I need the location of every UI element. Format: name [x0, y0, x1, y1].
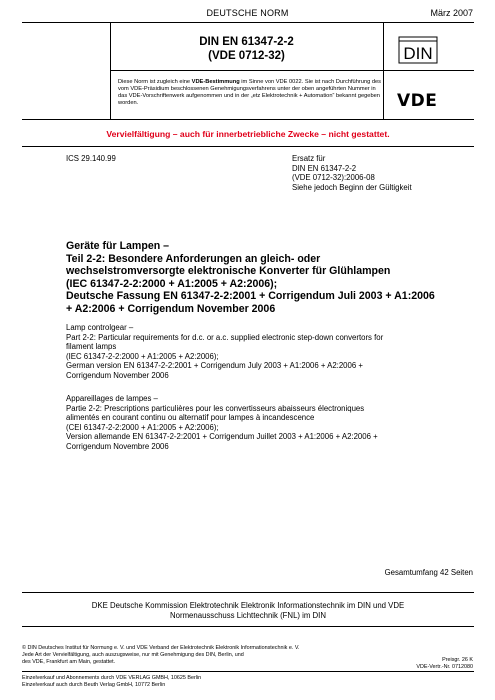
committee-line-1: DKE Deutsche Kommission Elektrotechnik Elektronik Informationstechnik im DIN und VDE: [91, 601, 405, 610]
warning-bottom-rule: [22, 146, 474, 147]
title-german-line: (IEC 61347-2-2:2000 + A1:2005 + A2:2006);: [66, 277, 278, 290]
price-info: [416, 657, 473, 671]
title-french-line: alimentés en courant continu ou alternatif pour lampes à incandescence: [66, 413, 315, 423]
title-french-line: (CEI 61347-2-2:2000 + A1:2005 + A2:2006);: [66, 422, 219, 432]
title-german-line: wechselstromversorgte elektronische Konverter für Glühlampen: [66, 265, 391, 278]
sales-line-2: Einzelverkauf auch durch Beuth Verlag GmbH, 10772 Berlin: [22, 682, 166, 688]
title-french-line: Partie 2-2: Prescriptions particulières pour les convertisseurs abaisseurs électroniques: [66, 403, 365, 413]
price-group: Preisgr. 26 K: [442, 657, 473, 663]
sales-line-1: Einzelverkauf und Abonnements durch VDE VERLAG GMBH, 10625 Berlin: [22, 675, 202, 681]
title-french-line: Appareillages de lampes –: [66, 394, 158, 403]
vde-notice: [118, 79, 386, 107]
replacement-info: [292, 154, 412, 192]
title-english-line: Lamp controlgear –: [66, 323, 134, 332]
title-english-line: German version EN 61347-2-2:2001 + Corrigendum July 2003 + A1:2006 + A2:2006 +: [66, 361, 363, 371]
title-german-line: + A2:2006 + Corrigendum November 2006: [66, 302, 276, 315]
replacement-line-4: Siehe jedoch Beginn der Gültigkeit: [292, 182, 412, 192]
title-french-line: Version allemande EN 61347-2-2:2001 + Corrigendum Juillet 2003 + A1:2006 + A2:2006 +: [66, 432, 378, 442]
copyright-notice: [22, 645, 362, 666]
vde-logo: VDE: [397, 91, 438, 111]
title-english-line: Part 2-2: Particular requirements for d.c. or a.c. supplied electronic step-down convertors for: [66, 332, 384, 342]
notice-top-rule: [110, 70, 474, 71]
publication-date: März 2007: [430, 8, 473, 18]
vde-notice-prefix: Diese Norm ist zugleich eine: [118, 79, 192, 85]
committee: [22, 601, 474, 620]
replacement-line-1: Ersatz für: [292, 154, 326, 163]
copyright-line: © DIN Deutsches Institut für Normung e. V. und VDE Verband der Elektrotechnik Elektronik Informationstechnik e. V.: [22, 645, 300, 651]
vde-number: (VDE 0712-32): [208, 50, 285, 62]
title-english-line: Corrigendum November 2006: [66, 370, 169, 380]
vde-order-number: VDE-Vertr.-Nr. 0712080: [416, 664, 473, 670]
vde-notice-rest: im Sinne von VDE 0022. Sie ist nach Durchführung des vom VDE-Präsidium beschlossenen Genehmigungsverfahrens unter der oben angeführten Nummer in das VDE-Vorschriftenwerk aufgenommen und in der „etz Elektrotechnik + Automation“ bekannt gegeben worden.: [118, 79, 382, 106]
title-english: [66, 323, 471, 381]
footer-top-rule: [22, 626, 474, 627]
standard-number: DIN EN 61347-2-2: [199, 36, 294, 48]
replacement-line-2: DIN EN 61347-2-2: [292, 163, 357, 173]
committee-line-2: Normenausschuss Lichttechnik (FNL) im DIN: [170, 610, 326, 620]
title-french: [66, 394, 471, 452]
reproduction-warning: Vervielfältigung – auch für innerbetriebliche Zwecke – nicht gestattet.: [106, 129, 390, 139]
sales-top-rule: [22, 671, 474, 672]
vde-notice-bold: VDE-Bestimmung: [191, 79, 240, 85]
norm-label: DEUTSCHE NORM: [206, 8, 289, 18]
committee-top-rule: [22, 592, 474, 593]
copyright-line: Jede Art der Vervielfältigung, auch auszugsweise, nur mit Genehmigung des DIN, Berlin, und: [22, 652, 244, 658]
replacement-line-3: (VDE 0712-32):2006-08: [292, 173, 375, 183]
title-english-line: (IEC 61347-2-2:2000 + A1:2005 + A2:2006);: [66, 351, 219, 361]
din-logo-text: DIN: [403, 44, 433, 63]
title-german: [66, 240, 471, 316]
title-english-line: filament lamps: [66, 342, 117, 352]
din-logo: [398, 36, 438, 64]
title-german-line: Geräte für Lampen –: [66, 240, 170, 252]
ics-code: ICS 29.140.99: [66, 154, 116, 163]
title-french-line: Corrigendum Novembre 2006: [66, 441, 169, 451]
warning-top-rule: [22, 119, 474, 120]
header-rule: [22, 22, 474, 23]
total-pages: Gesamtumfang 42 Seiten: [384, 568, 473, 577]
sales-info: [22, 675, 201, 689]
title-german-line: Deutsche Fassung EN 61347-2-2:2001 + Corrigendum Juli 2003 + A1:2006: [66, 290, 435, 303]
copyright-line: des VDE, Frankfurt am Main, gestattet.: [22, 659, 116, 665]
title-german-line: Teil 2-2: Besondere Anforderungen an gleich- oder: [66, 252, 321, 265]
